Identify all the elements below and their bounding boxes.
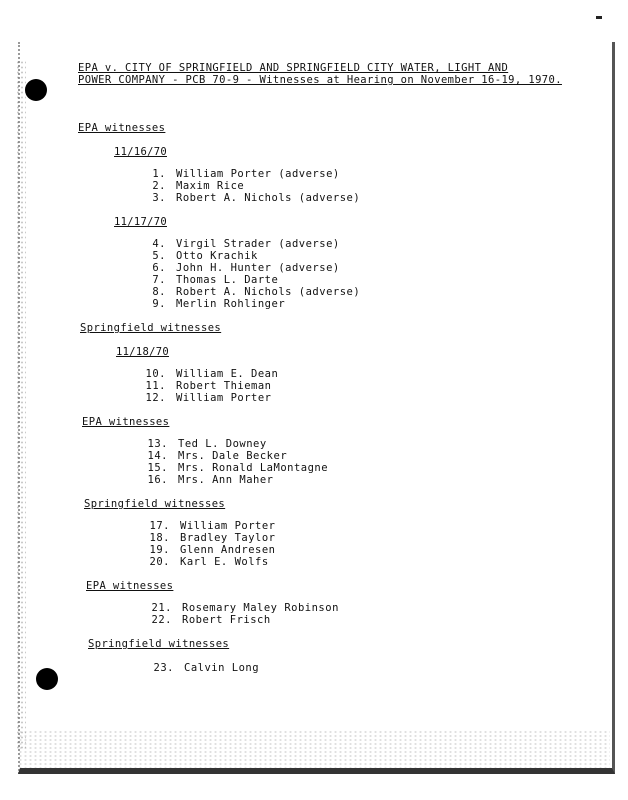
- witness-item: [142, 262, 340, 274]
- witness-number: 7.: [152, 274, 166, 286]
- witness-item: [142, 250, 258, 262]
- section-heading: Springfield witnesses: [80, 322, 222, 334]
- witness-item: [142, 392, 272, 404]
- witness-name: Mrs. Ronald LaMontagne: [178, 462, 329, 474]
- witness-name: Thomas L. Darte: [176, 274, 279, 286]
- witness-item: [146, 544, 276, 556]
- witness-item: [142, 180, 244, 192]
- witness-item: [142, 368, 278, 380]
- witness-number: 12.: [145, 392, 166, 404]
- witness-number: 14.: [147, 450, 168, 462]
- witness-number: 16.: [147, 474, 168, 486]
- section-heading: Springfield witnesses: [84, 498, 226, 510]
- witness-item: [142, 192, 360, 204]
- witness-name: Mrs. Ann Maher: [178, 474, 274, 486]
- witness-number: 10.: [145, 368, 166, 380]
- witness-item: [146, 556, 269, 568]
- witness-number: 8.: [152, 286, 166, 298]
- title-line-1: EPA v. CITY OF SPRINGFIELD AND SPRINGFIELD CITY WATER, LIGHT AND: [78, 62, 509, 74]
- witness-name: Otto Krachik: [176, 250, 258, 262]
- title-line-2: POWER COMPANY - PCB 70-9 - Witnesses at Hearing on November 16-19, 1970.: [78, 74, 562, 86]
- witness-number: 15.: [147, 462, 168, 474]
- witness-name: Glenn Andresen: [180, 544, 276, 556]
- witness-name: Merlin Rohlinger: [176, 298, 286, 310]
- hearing-date: 11/17/70: [114, 216, 167, 228]
- witness-name: Ted L. Downey: [178, 438, 267, 450]
- witness-item: [150, 662, 259, 674]
- witness-name: Calvin Long: [184, 662, 260, 674]
- witness-name: John H. Hunter (adverse): [176, 262, 340, 274]
- witness-name: Robert Frisch: [182, 614, 271, 626]
- witness-item: [142, 298, 285, 310]
- witness-number: 18.: [149, 532, 170, 544]
- witness-item: [144, 462, 328, 474]
- witness-item: [144, 450, 287, 462]
- witness-number: 20.: [149, 556, 170, 568]
- witness-number: 11.: [145, 380, 166, 392]
- section-heading: Springfield witnesses: [88, 638, 230, 650]
- witness-item: [142, 238, 340, 250]
- section-heading: EPA witnesses: [78, 122, 166, 134]
- witness-number: 17.: [149, 520, 170, 532]
- witness-item: [148, 614, 271, 626]
- witness-name: William E. Dean: [176, 368, 279, 380]
- hearing-date: 11/16/70: [114, 146, 167, 158]
- witness-item: [142, 286, 360, 298]
- witness-number: 6.: [152, 262, 166, 274]
- scan-noise-bottom: [18, 730, 610, 768]
- witness-number: 4.: [152, 238, 166, 250]
- witness-number: 9.: [152, 298, 166, 310]
- witness-name: Robert Thieman: [176, 380, 272, 392]
- witness-number: 23.: [153, 662, 174, 674]
- witness-name: Rosemary Maley Robinson: [182, 602, 339, 614]
- witness-name: Mrs. Dale Becker: [178, 450, 288, 462]
- witness-item: [144, 438, 267, 450]
- witness-number: 2.: [152, 180, 166, 192]
- witness-name: Bradley Taylor: [180, 532, 276, 544]
- witness-item: [146, 520, 276, 532]
- scan-noise-left: [16, 60, 26, 750]
- witness-number: 1.: [152, 168, 166, 180]
- punch-hole-top: [25, 79, 47, 101]
- witness-number: 13.: [147, 438, 168, 450]
- witness-item: [142, 168, 340, 180]
- scan-mark: [596, 16, 602, 19]
- witness-name: William Porter (adverse): [176, 168, 340, 180]
- document-page: [18, 42, 615, 774]
- witness-number: 19.: [149, 544, 170, 556]
- witness-name: William Porter: [180, 520, 276, 532]
- hearing-date: 11/18/70: [116, 346, 169, 358]
- witness-name: Virgil Strader (adverse): [176, 238, 340, 250]
- section-heading: EPA witnesses: [82, 416, 170, 428]
- witness-item: [144, 474, 274, 486]
- witness-item: [142, 380, 272, 392]
- witness-item: [142, 274, 278, 286]
- witness-name: Karl E. Wolfs: [180, 556, 269, 568]
- witness-number: 22.: [151, 614, 172, 626]
- witness-item: [146, 532, 276, 544]
- witness-number: 5.: [152, 250, 166, 262]
- witness-name: William Porter: [176, 392, 272, 404]
- witness-item: [148, 602, 339, 614]
- witness-number: 3.: [152, 192, 166, 204]
- witness-number: 21.: [151, 602, 172, 614]
- section-heading: EPA witnesses: [86, 580, 174, 592]
- punch-hole-bottom: [36, 668, 58, 690]
- witness-name: Maxim Rice: [176, 180, 245, 192]
- witness-name: Robert A. Nichols (adverse): [176, 192, 361, 204]
- witness-name: Robert A. Nichols (adverse): [176, 286, 361, 298]
